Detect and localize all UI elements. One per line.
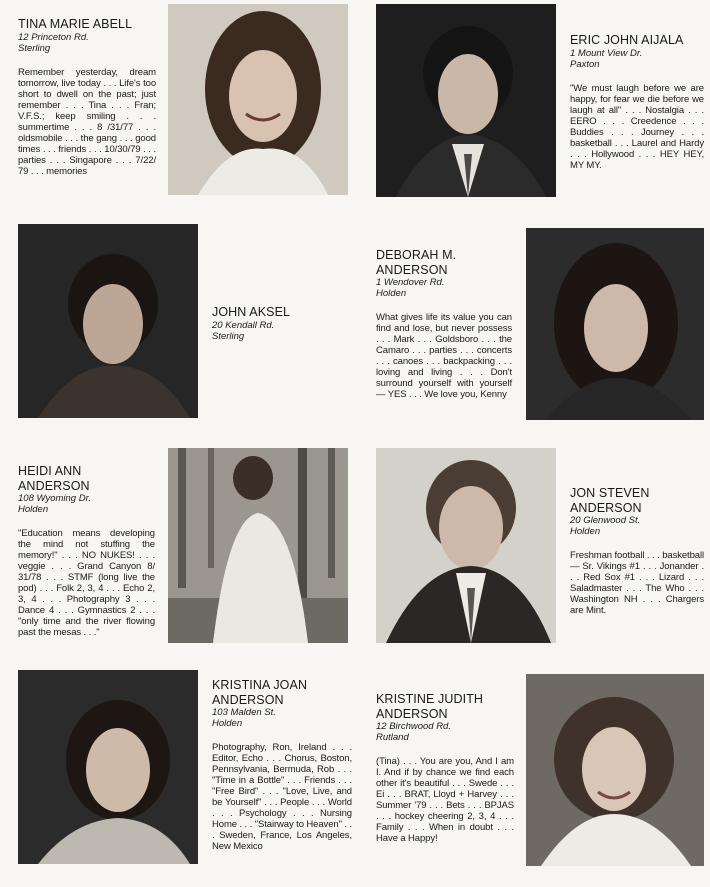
- student-town: Paxton: [570, 58, 600, 70]
- student-entry-jon: [570, 486, 704, 616]
- student-quote: "Education means developing the mind not stuffing the memory!" . . . NO NUKES! . . . veggie . . . Grand Canyon 8/ 31/78 . . . STMF (long live the pod) . . . Folk 2, 3, 4 . . . Echo 2, 3, 4 . . . Photography 3 . . . Dance 4 . . . Gymnastics 2 . . . "only time and the river flowing past the mesas . . .": [18, 528, 155, 638]
- portrait-photo-kristina: [18, 670, 198, 864]
- student-name: JON STEVEN ANDERSON: [570, 486, 650, 515]
- student-street: 1 Mount View Dr.: [570, 47, 643, 59]
- student-quote: Freshman football . . . basketball — Sr. Vikings #1 . . . Jonander . . . Red Sox #1 . . . Lizard . . . Saladmaster . . . The Who . . . Washington NH . . . Chargers are Mint.: [570, 550, 704, 616]
- student-street: 20 Glenwood St.: [570, 515, 641, 526]
- student-entry-abell: [18, 17, 156, 177]
- student-quote: (Tina) . . . You are you, And I am I. And if by chance we find each other it's beautiful . . . Swede . . . Ei . . . BRAT, Lloyd + Harvey . . . Summer '79 . . . Bets . . . BPJAS . . . hockey cheering 2, 3, 4 . . . Family . . . When in doubt . . . Have a Happy!: [376, 756, 514, 844]
- student-street: 12 Princeton Rd.: [18, 31, 89, 43]
- student-entry-kristine: [376, 692, 514, 844]
- student-street: 103 Malden St.: [212, 707, 276, 718]
- student-street: 1 Wendover Rd.: [376, 277, 445, 288]
- student-quote: "We must laugh before we are happy, for fear we die before we laugh at all" . . . Nostalgia . . . EERO . . . Creedence . . . Buddies . . . Journey . . . basketball . . . Laurel and Hardy . . . Hollywood . . . HEY HEY, MY MY.: [570, 82, 704, 171]
- student-town: Rutland: [376, 732, 409, 743]
- student-name: DEBORAH M. ANDERSON: [376, 248, 457, 277]
- student-name: TINA MARIE ABELL: [18, 17, 133, 31]
- student-quote: What gives life its value you can find and lose, but never possess . . . Mark . . . Goldsboro . . . the Camaro . . . parties . . . concerts . . . canoes . . . backpacking . . . loving and living . . . Don't surround yourself with yourself — YES . . . We love you, Kenny: [376, 312, 512, 400]
- student-name: HEIDI ANN ANDERSON: [18, 464, 90, 493]
- student-name: ERIC JOHN AIJALA: [570, 33, 684, 47]
- portrait-photo-aijala: [376, 4, 556, 197]
- student-quote: Photography, Ron, Ireland . . . Editor, Echo . . . Chorus, Boston, Pennsylvania, Bermuda, Rob . . . "Time in a Bottle" . . . Friends . . . "Free Bird" . . . "Love, Live, and be Yourself" . . . People . . . World . . . Psychology . . . Nursing Home . . . "Stairway to Heaven" . . . Sweden, France, Los Angeles, New Mexico: [212, 742, 352, 852]
- student-town: Holden: [18, 504, 49, 515]
- portrait-photo-kristine: [526, 674, 704, 866]
- student-town: Holden: [212, 718, 243, 729]
- student-street: 108 Wyoming Dr.: [18, 493, 92, 504]
- portrait-photo-heidi: [168, 448, 348, 643]
- portrait-photo-aksel: [18, 224, 198, 418]
- student-quote: Remember yesterday, dream tomorrow, live today . . . Life's too short to dwell on the past; just remember . . . Tina . . . Fran; V.F.S.; keep smiling . . . summertime . . . 8 /31/77 . . . oldsmobile . . . the gang . . . good times . . . friends . . . 10/30/79 . . . parties . . . Singapore . . . 7/22/ 79 . . . memories: [18, 66, 156, 177]
- student-town: Sterling: [212, 330, 245, 342]
- portrait-photo-jon: [376, 448, 556, 643]
- student-entry-aijala: [570, 33, 704, 171]
- portrait-photo-deborah: [526, 228, 704, 420]
- student-entry-kristina: [212, 678, 352, 852]
- student-name: KRISTINE JUDITH ANDERSON: [376, 692, 484, 721]
- student-town: Sterling: [18, 42, 51, 54]
- portrait-photo-abell: [168, 4, 348, 195]
- student-name: KRISTINA JOAN ANDERSON: [212, 678, 308, 707]
- student-town: Holden: [570, 526, 601, 537]
- student-name: JOHN AKSEL: [212, 305, 291, 319]
- student-town: Holden: [376, 288, 407, 299]
- student-entry-deborah: [376, 248, 512, 400]
- student-entry-aksel: [212, 305, 352, 342]
- student-street: 20 Kendall Rd.: [212, 319, 275, 331]
- student-entry-heidi: [18, 464, 155, 638]
- student-street: 12 Birchwood Rd.: [376, 721, 451, 732]
